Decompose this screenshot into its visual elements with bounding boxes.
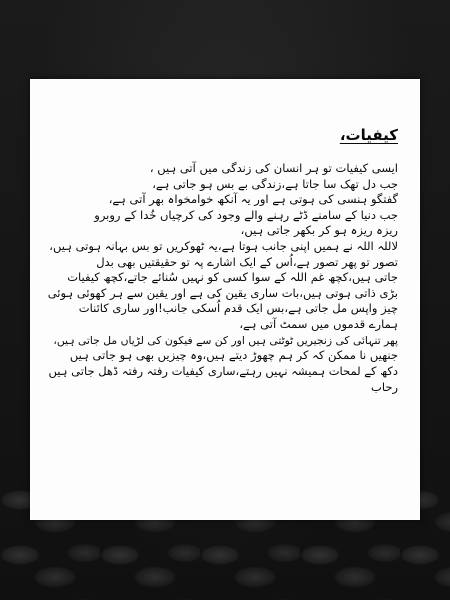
page-title: کیفیات، xyxy=(339,126,398,144)
text-line: جاتی ہیں،کچھ غم اللہ کے سوا کسی کو نہیں سُنائے جاتے،کچھ کیفیات xyxy=(67,270,398,285)
text-line: لاللہ اللہ نے ہمیں اپنی جانب ہوتا ہے،یہ ٹھوکریں تو بس بہانہ ہوتی ہیں، xyxy=(49,238,398,253)
text-line: جب دنیا کے سامنے ڈٹے رہنے والے وجود کی کرچیاں خُدا کے روبرو xyxy=(94,207,398,222)
text-line: دکھ کے لمحات ہمیشہ نہیں رہتے،ساری کیفیات رفتہ رفتہ ڈھل جاتی ہیں xyxy=(48,363,398,378)
text-line: پھر تنہائی کی زنجیریں ٹوٹتی ہیں اور کن سے فیکون کی لڑیاں مل جاتی ہیں، xyxy=(53,333,398,347)
text-line: تصور تو پھر تصور ہے،اُس کے ایک اشارے پہ تو حقیقتیں بھی بدل xyxy=(96,254,398,269)
text-line: ایسی کیفیات تو ہر انسان کی زندگی میں آتی ہیں ، xyxy=(149,161,398,175)
paper-sheet xyxy=(30,79,420,520)
signature: رحاب xyxy=(371,380,398,395)
text-line: جب دل تھک سا جاتا ہے،زندگی بے بس ہو جاتی ہے، xyxy=(152,176,398,191)
text-line: چیز واپس مل جاتی ہے،بس ایک قدم اُسکی جانب!اور ساری کائنات xyxy=(78,301,398,316)
poem-body xyxy=(48,161,398,379)
text-line: گفتگو ہنسی کی ہوتی ہے اور یہ آنکھ خوامخواہ بھر آتی ہے، xyxy=(108,192,398,207)
text-line: ہمارے قدموں میں سمٹ آتی ہے، xyxy=(239,316,398,331)
text-line: ریزہ ریزہ ہو کر بکھر جاتی ہیں، xyxy=(240,223,398,238)
text-line: جنھیں نا ممکن کہ کر ہم چھوڑ دیتے ہیں،وہ چیزیں بھی ہو جاتی ہیں xyxy=(69,348,398,363)
text-line: بڑی ذاتی ہوتی ہیں،بات ساری یقین کی ہے اور یقین سے ہر کھوئی ہوئی xyxy=(47,285,398,300)
